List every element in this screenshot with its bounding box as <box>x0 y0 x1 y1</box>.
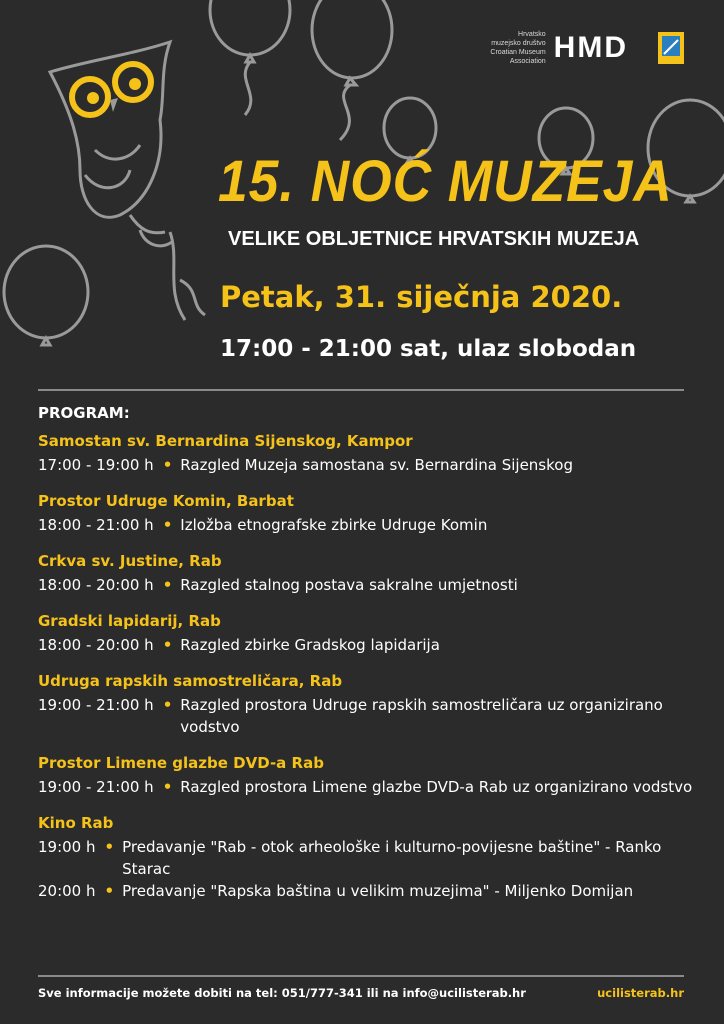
program-item <box>38 634 698 656</box>
event-date: Petak, 31. siječnja 2020. <box>220 280 623 314</box>
venue <box>38 612 698 656</box>
program-item-time: 18:00 - 20:00 h <box>38 576 154 594</box>
program-item-time: 19:00 h <box>38 838 96 856</box>
bullet-icon: • <box>162 636 173 654</box>
program-item-time: 17:00 - 19:00 h <box>38 456 154 474</box>
program-item-description: Razgled prostora Limene glazbe DVD-a Rab uz organizirano vodstvo <box>180 778 693 796</box>
balloon-icon <box>210 0 290 115</box>
hmd-line: Association <box>509 58 546 65</box>
balloon-icon <box>4 246 88 345</box>
venue-name: Prostor Udruge Komin, Barbat <box>38 492 294 510</box>
divider <box>38 389 684 391</box>
hmd-line: Hrvatsko <box>518 31 546 38</box>
bullet-icon: • <box>162 576 173 594</box>
book-logo-icon <box>656 30 686 66</box>
program-item-description: Razgled stalnog postava sakralne umjetnosti <box>180 576 518 594</box>
event-subtitle: VELIKE OBLJETNICE HRVATSKIH MUZEJA <box>228 228 640 250</box>
venue-name: Prostor Limene glazbe DVD-a Rab <box>38 754 324 772</box>
program-item-time: 19:00 - 21:00 h <box>38 696 154 714</box>
program-item-time: 19:00 - 21:00 h <box>38 778 154 796</box>
program <box>38 404 698 918</box>
hmd-line: Croatian Museum <box>490 49 546 56</box>
hmd-association-text <box>490 30 545 66</box>
venue-name: Crkva sv. Justine, Rab <box>38 552 222 570</box>
divider <box>38 975 684 977</box>
bullet-icon: • <box>162 696 173 714</box>
event-title: 15. NOĆ MUZEJA <box>218 149 673 214</box>
venue-name: Gradski lapidarij, Rab <box>38 612 221 630</box>
program-item <box>38 776 698 798</box>
program-item <box>38 574 698 596</box>
program-heading: PROGRAM: <box>38 404 130 422</box>
venue <box>38 552 698 596</box>
website-link[interactable]: ucilisterab.hr <box>597 986 684 1000</box>
program-item-description: Predavanje "Rab - otok arheološke i kulturno-povijesne baštine" - Ranko Starac <box>122 838 662 878</box>
bullet-icon: • <box>104 838 115 856</box>
logos <box>490 30 686 66</box>
hmd-line: muzejsko društvo <box>491 40 546 47</box>
bullet-icon: • <box>104 882 115 900</box>
program-item-description: Predavanje "Rapska baština u velikim muzejima" - Miljenko Domijan <box>122 882 634 900</box>
bullet-icon: • <box>162 456 173 474</box>
venue <box>38 432 698 476</box>
venue <box>38 672 698 738</box>
program-item <box>38 836 698 880</box>
program-item-time: 20:00 h <box>38 882 96 900</box>
program-item-description: Izložba etnografske zbirke Udruge Komin <box>180 516 488 534</box>
program-item-description: Razgled zbirke Gradskog lapidarija <box>180 636 440 654</box>
venue <box>38 814 698 902</box>
program-item-time: 18:00 - 21:00 h <box>38 516 154 534</box>
program-item <box>38 454 698 476</box>
venue <box>38 754 698 798</box>
program-item <box>38 514 698 536</box>
venue <box>38 492 698 536</box>
venue-name: Kino Rab <box>38 814 114 832</box>
program-item-time: 18:00 - 20:00 h <box>38 636 154 654</box>
bullet-icon: • <box>162 516 173 534</box>
balloon-icon <box>312 0 392 140</box>
program-item-description: Razgled prostora Udruge rapskih samostreličara uz organizirano vodstvo <box>180 696 663 736</box>
program-item <box>38 880 698 902</box>
contact-info: Sve informacije možete dobiti na tel: 051/777-341 ili na info@ucilisterab.hr <box>38 986 526 1000</box>
bullet-icon: • <box>162 778 173 796</box>
hmd-logo: HMD <box>553 31 628 64</box>
event-time: 17:00 - 21:00 sat, ulaz slobodan <box>220 336 637 362</box>
venue-name: Samostan sv. Bernardina Sijenskog, Kampor <box>38 432 413 450</box>
venue-name: Udruga rapskih samostreličara, Rab <box>38 672 343 690</box>
program-item <box>38 694 698 738</box>
program-item-description: Razgled Muzeja samostana sv. Bernardina Sijenskog <box>180 456 573 474</box>
